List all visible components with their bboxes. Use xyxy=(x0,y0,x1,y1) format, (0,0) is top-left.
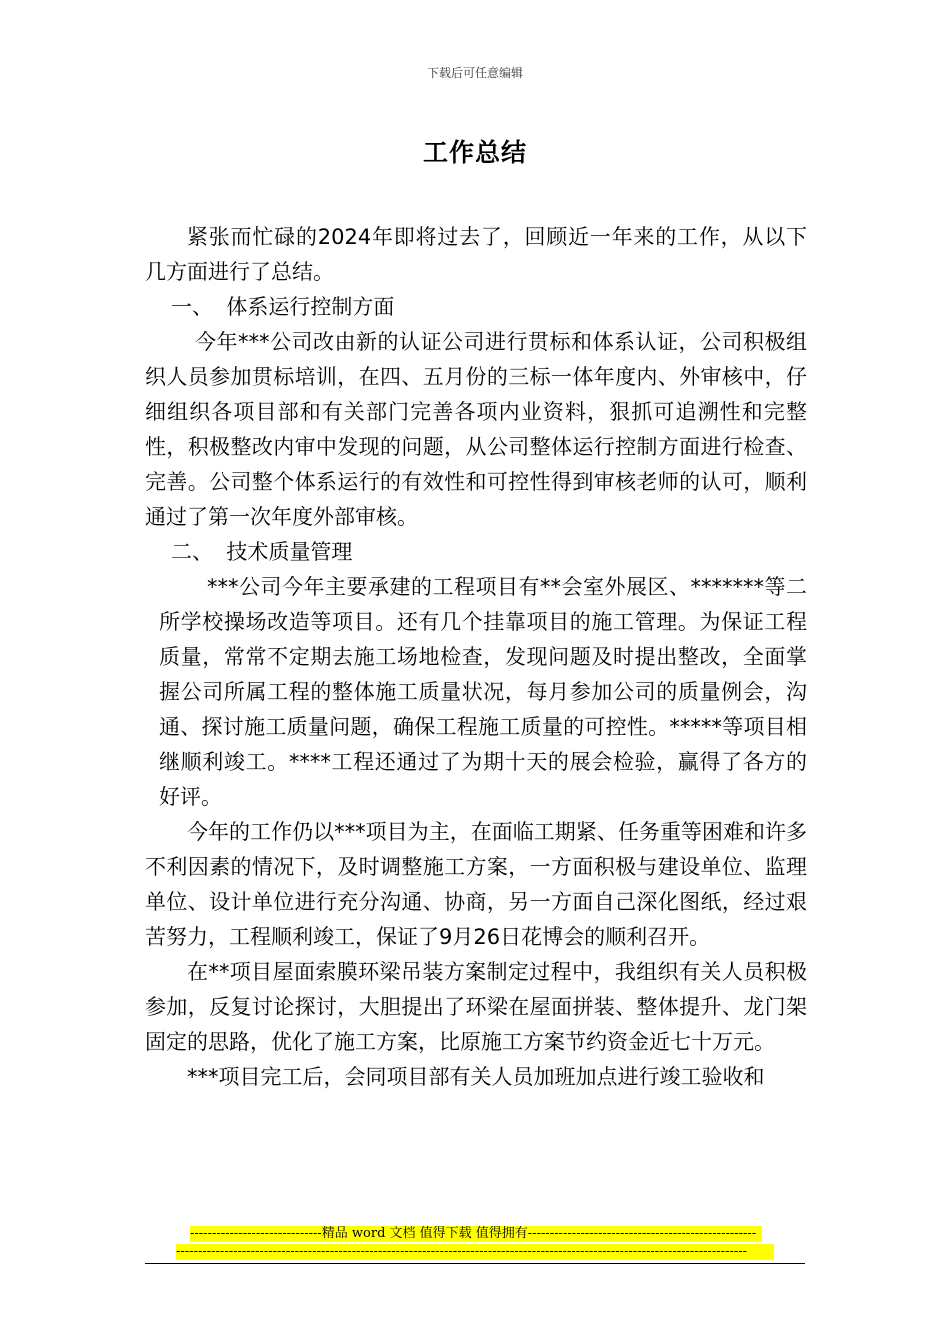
paragraph-1: 今年***公司改由新的认证公司进行贯标和体系认证，公司积极组织人员参加贯标培训，在四、五月份的三标一体年度内、外审核中，仔细组织各项目部和有关部门完善各项内业资料，狠抓可追溯性和完整性，积极整改内审中发现的问题，从公司整体运行控制方面进行检查、完善。公司整个体系运行的有效性和可控性得到审核老师的认可，顺利通过了第一次年度外部审核。 xyxy=(145,330,807,529)
page-header-note: 下载后可任意编辑 xyxy=(426,66,523,80)
document-title: 工作总结 xyxy=(422,138,527,167)
document-body xyxy=(145,220,807,1095)
paragraph-4: 在**项目屋面索膜环梁吊装方案制定过程中，我组织有关人员积极参加，反复讨论探讨，大胆提出了环梁在屋面拼装、整体提升、龙门架固定的思路，优化了施工方案，比原施工方案节约资金近七十万元。 xyxy=(145,960,807,1054)
section-2-block xyxy=(145,570,807,815)
paragraph-5: ***项目完工后，会同项目部有关人员加班加点进行竣工验收和 xyxy=(187,1065,765,1089)
paragraph-intro: 紧张而忙碌的2024年即将过去了，回顾近一年来的工作，从以下几方面进行了总结。 xyxy=(145,225,807,284)
footer-dashes: ---------------------------------------------------------------------------------------------------------------------------------- xyxy=(176,1244,774,1260)
footer-divider xyxy=(145,1263,805,1264)
section-heading-2: 二、 技术质量管理 xyxy=(171,540,353,564)
section-heading-1: 一、 体系运行控制方面 xyxy=(171,295,395,319)
paragraph-3: 今年的工作仍以***项目为主，在面临工期紧、任务重等困难和许多不利因素的情况下，及时调整施工方案，一方面积极与建设单位、监理单位、设计单位进行充分沟通、协商，另一方面自己深化图纸，经过艰苦努力，工程顺利竣工，保证了9月26日花博会的顺利召开。 xyxy=(145,820,807,949)
paragraph-2: ***公司今年主要承建的工程项目有**会室外展区、*******等二所学校操场改造等项目。还有几个挂靠项目的施工管理。为保证工程质量，常常不定期去施工场地检查，发现问题及时提出整改，全面掌握公司所属工程的整体施工质量状况，每月参加公司的质量例会，沟通、探讨施工质量问题，确保工程施工质量的可控性。*****等项目相继顺利竣工。****工程还通过了为期十天的展会检验，赢得了各方的好评。 xyxy=(159,575,807,809)
footer-banner: ------------------------------精品 word 文档 值得下载 值得拥有---------------------------------------------------- xyxy=(190,1226,762,1242)
